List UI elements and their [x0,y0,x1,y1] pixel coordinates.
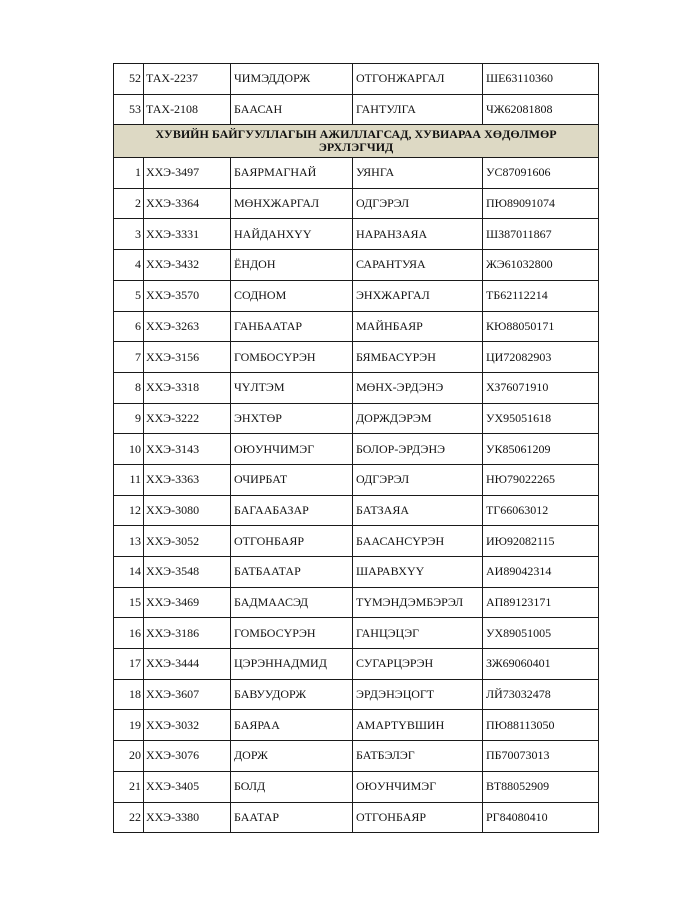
roster-table [113,63,599,833]
registration-number-cell: УС87091606 [483,158,599,189]
table-row [114,771,599,802]
table-row [114,464,599,495]
family-name-cell: ГАНТУЛГА [353,94,483,125]
registration-number-cell: ИЮ92082115 [483,526,599,557]
given-name-cell: БАВУУДОРЖ [231,679,353,710]
family-name-cell: ОДГЭРЭЛ [353,188,483,219]
roster-body [114,64,599,833]
row-number-cell: 2 [114,188,144,219]
given-name-cell: ЧҮЛТЭМ [231,372,353,403]
registration-number-cell: КЮ88050171 [483,311,599,342]
row-number-cell: 21 [114,771,144,802]
given-name-cell: ОЧИРБАТ [231,464,353,495]
employee-code-cell: ХХЭ-3263 [144,311,231,342]
row-number-cell: 10 [114,434,144,465]
family-name-cell: ГАНЦЭЦЭГ [353,618,483,649]
table-row [114,679,599,710]
section-title: ХУВИЙН БАЙГУУЛЛАГЫН АЖИЛЛАГСАД, ХУВИАРАА ХӨДӨЛМӨР ЭРХЛЭГЧИД [114,125,599,158]
family-name-cell: ОТГОНБАЯР [353,802,483,833]
table-row [114,94,599,125]
employee-code-cell: ХХЭ-3380 [144,802,231,833]
row-number-cell: 15 [114,587,144,618]
registration-number-cell: ЧЖ62081808 [483,94,599,125]
table-row [114,802,599,833]
employee-code-cell: ХХЭ-3222 [144,403,231,434]
given-name-cell: ГОМБОСҮРЭН [231,342,353,373]
table-row [114,158,599,189]
registration-number-cell: ПБ70073013 [483,741,599,772]
registration-number-cell: АП89123171 [483,587,599,618]
row-number-cell: 12 [114,495,144,526]
row-number-cell: 52 [114,64,144,95]
employee-code-cell: ХХЭ-3186 [144,618,231,649]
employee-code-cell: ХХЭ-3318 [144,372,231,403]
family-name-cell: БАТБЭЛЭГ [353,741,483,772]
table-row [114,710,599,741]
registration-number-cell: ПЮ89091074 [483,188,599,219]
given-name-cell: БАЯРАА [231,710,353,741]
registration-number-cell: ТБ62112214 [483,280,599,311]
registration-number-cell: ЗЖ69060401 [483,649,599,680]
employee-code-cell: ХХЭ-3570 [144,280,231,311]
row-number-cell: 20 [114,741,144,772]
employee-code-cell: ХХЭ-3548 [144,557,231,588]
registration-number-cell: ХЗ76071910 [483,372,599,403]
given-name-cell: ГАНБААТАР [231,311,353,342]
family-name-cell: СУГАРЦЭРЭН [353,649,483,680]
row-number-cell: 17 [114,649,144,680]
family-name-cell: МӨНХ-ЭРДЭНЭ [353,372,483,403]
family-name-cell: ОДГЭРЭЛ [353,464,483,495]
table-row [114,403,599,434]
table-row [114,741,599,772]
family-name-cell: ОТГОНЖАРГАЛ [353,64,483,95]
family-name-cell: ТҮМЭНДЭМБЭРЭЛ [353,587,483,618]
row-number-cell: 7 [114,342,144,373]
employee-code-cell: ХХЭ-3080 [144,495,231,526]
employee-code-cell: ХХЭ-3497 [144,158,231,189]
given-name-cell: БОЛД [231,771,353,802]
table-row [114,188,599,219]
family-name-cell: ЭНХЖАРГАЛ [353,280,483,311]
employee-code-cell: ХХЭ-3156 [144,342,231,373]
registration-number-cell: ЛЙ73032478 [483,679,599,710]
table-row [114,649,599,680]
section-header-row [114,125,599,158]
row-number-cell: 11 [114,464,144,495]
family-name-cell: ОЮУНЧИМЭГ [353,771,483,802]
table-row [114,618,599,649]
family-name-cell: БАТЗАЯА [353,495,483,526]
given-name-cell: ОЮУНЧИМЭГ [231,434,353,465]
row-number-cell: 1 [114,158,144,189]
given-name-cell: ГОМБОСҮРЭН [231,618,353,649]
family-name-cell: БЯМБАСҮРЭН [353,342,483,373]
registration-number-cell: УК85061209 [483,434,599,465]
row-number-cell: 8 [114,372,144,403]
registration-number-cell: НЮ79022265 [483,464,599,495]
table-row [114,372,599,403]
registration-number-cell: ПЮ88113050 [483,710,599,741]
registration-number-cell: ШЕ63110360 [483,64,599,95]
given-name-cell: ЁНДОН [231,250,353,281]
given-name-cell: ЭНХТӨР [231,403,353,434]
family-name-cell: МАЙНБАЯР [353,311,483,342]
table-row [114,64,599,95]
given-name-cell: БААТАР [231,802,353,833]
table-row [114,219,599,250]
given-name-cell: ДОРЖ [231,741,353,772]
given-name-cell: БАГААБАЗАР [231,495,353,526]
family-name-cell: АМАРТҮВШИН [353,710,483,741]
row-number-cell: 5 [114,280,144,311]
employee-code-cell: ХХЭ-3032 [144,710,231,741]
given-name-cell: ЧИМЭДДОРЖ [231,64,353,95]
row-number-cell: 53 [114,94,144,125]
given-name-cell: СОДНОМ [231,280,353,311]
employee-code-cell: ХХЭ-3444 [144,649,231,680]
registration-number-cell: ЖЭ61032800 [483,250,599,281]
family-name-cell: БААСАНСҮРЭН [353,526,483,557]
given-name-cell: МӨНХЖАРГАЛ [231,188,353,219]
table-row [114,434,599,465]
family-name-cell: НАРАНЗАЯА [353,219,483,250]
row-number-cell: 3 [114,219,144,250]
given-name-cell: БАДМААСЭД [231,587,353,618]
employee-code-cell: ХХЭ-3331 [144,219,231,250]
row-number-cell: 19 [114,710,144,741]
table-row [114,557,599,588]
employee-code-cell: ТАХ-2237 [144,64,231,95]
given-name-cell: НАЙДАНХҮҮ [231,219,353,250]
table-row [114,311,599,342]
row-number-cell: 9 [114,403,144,434]
employee-code-cell: ХХЭ-3143 [144,434,231,465]
employee-code-cell: ХХЭ-3364 [144,188,231,219]
row-number-cell: 18 [114,679,144,710]
family-name-cell: ДОРЖДЭРЭМ [353,403,483,434]
registration-number-cell: ШЗ87011867 [483,219,599,250]
row-number-cell: 6 [114,311,144,342]
row-number-cell: 14 [114,557,144,588]
registration-number-cell: ВТ88052909 [483,771,599,802]
table-row [114,250,599,281]
row-number-cell: 22 [114,802,144,833]
table-row [114,280,599,311]
registration-number-cell: УХ95051618 [483,403,599,434]
registration-number-cell: УХ89051005 [483,618,599,649]
family-name-cell: БОЛОР-ЭРДЭНЭ [353,434,483,465]
given-name-cell: БАЯРМАГНАЙ [231,158,353,189]
employee-code-cell: ХХЭ-3076 [144,741,231,772]
employee-code-cell: ТАХ-2108 [144,94,231,125]
table-row [114,587,599,618]
family-name-cell: ШАРАВХҮҮ [353,557,483,588]
table-row [114,342,599,373]
employee-code-cell: ХХЭ-3363 [144,464,231,495]
family-name-cell: УЯНГА [353,158,483,189]
registration-number-cell: РГ84080410 [483,802,599,833]
given-name-cell: ЦЭРЭННАДМИД [231,649,353,680]
given-name-cell: ОТГОНБАЯР [231,526,353,557]
employee-code-cell: ХХЭ-3607 [144,679,231,710]
registration-number-cell: АИ89042314 [483,557,599,588]
employee-code-cell: ХХЭ-3432 [144,250,231,281]
registration-number-cell: ЦИ72082903 [483,342,599,373]
registration-number-cell: ТГ66063012 [483,495,599,526]
table-row [114,526,599,557]
family-name-cell: САРАНТУЯА [353,250,483,281]
given-name-cell: БАТБААТАР [231,557,353,588]
family-name-cell: ЭРДЭНЭЦОГТ [353,679,483,710]
given-name-cell: БААСАН [231,94,353,125]
employee-code-cell: ХХЭ-3469 [144,587,231,618]
employee-code-cell: ХХЭ-3052 [144,526,231,557]
employee-code-cell: ХХЭ-3405 [144,771,231,802]
row-number-cell: 13 [114,526,144,557]
table-row [114,495,599,526]
row-number-cell: 16 [114,618,144,649]
row-number-cell: 4 [114,250,144,281]
